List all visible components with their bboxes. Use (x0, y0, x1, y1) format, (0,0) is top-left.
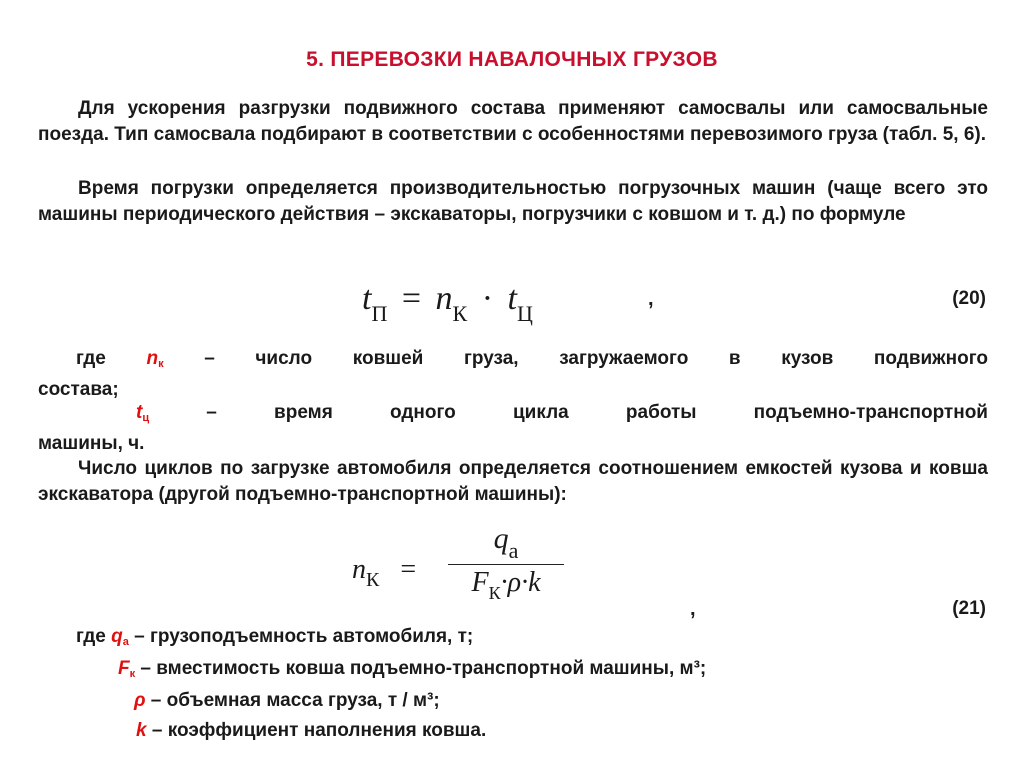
equation-number-20: (20) (952, 288, 986, 309)
formula-20-comma: , (648, 288, 654, 310)
where-q-a: где $q_а$ – грузоподъемность автомобиля, т; (76, 626, 474, 648)
where-t-c: $t_ц$ – время одного цикла работы подъемно-транспортной машины, ч. (38, 402, 988, 454)
paragraph-cycles: Число циклов по загрузке автомобиля определяется соотношением емкостей кузова и ковша экскаватора (другой подъемно-транспортной машины): (38, 458, 988, 505)
where-rho: ρ – объемная масса груза, т / м³; (134, 690, 440, 711)
where-f-k: $F_к$ – вместимость ковша подъемно-транспортной машины, м³; (118, 658, 707, 680)
paragraph-loading-time: Время погрузки определяется производительностью погрузочных машин (чаще всего это машины периодического действия – экскаваторы, погрузчики с ковшом и т. д.) по формуле (38, 178, 988, 225)
formula-20: $t_П = n_К \cdot t_Ц$ (362, 280, 533, 326)
formula-21-lhs: $n_К$ = (352, 554, 417, 591)
where-k: k – коэффициент наполнения ковша. (136, 720, 487, 741)
formula-21-fraction: $q_а$ $F_К\cdot\rho\cdot k$ (448, 522, 564, 604)
paragraph-intro: Для ускорения разгрузки подвижного состава применяют самосвалы или самосвальные поезда. Тип самосвала подбирают в соответствии с особенностями перевозимого груза (табл. 5, 6). (38, 98, 988, 145)
equation-number-21: (21) (952, 598, 986, 619)
where-n-k: где $n_к$ – число ковшей груза, загружаемого в кузов подвижного состава; (38, 348, 988, 400)
formula-21-comma: , (690, 598, 696, 620)
page-title: 5. ПЕРЕВОЗКИ НАВАЛОЧНЫХ ГРУЗОВ (306, 48, 718, 71)
